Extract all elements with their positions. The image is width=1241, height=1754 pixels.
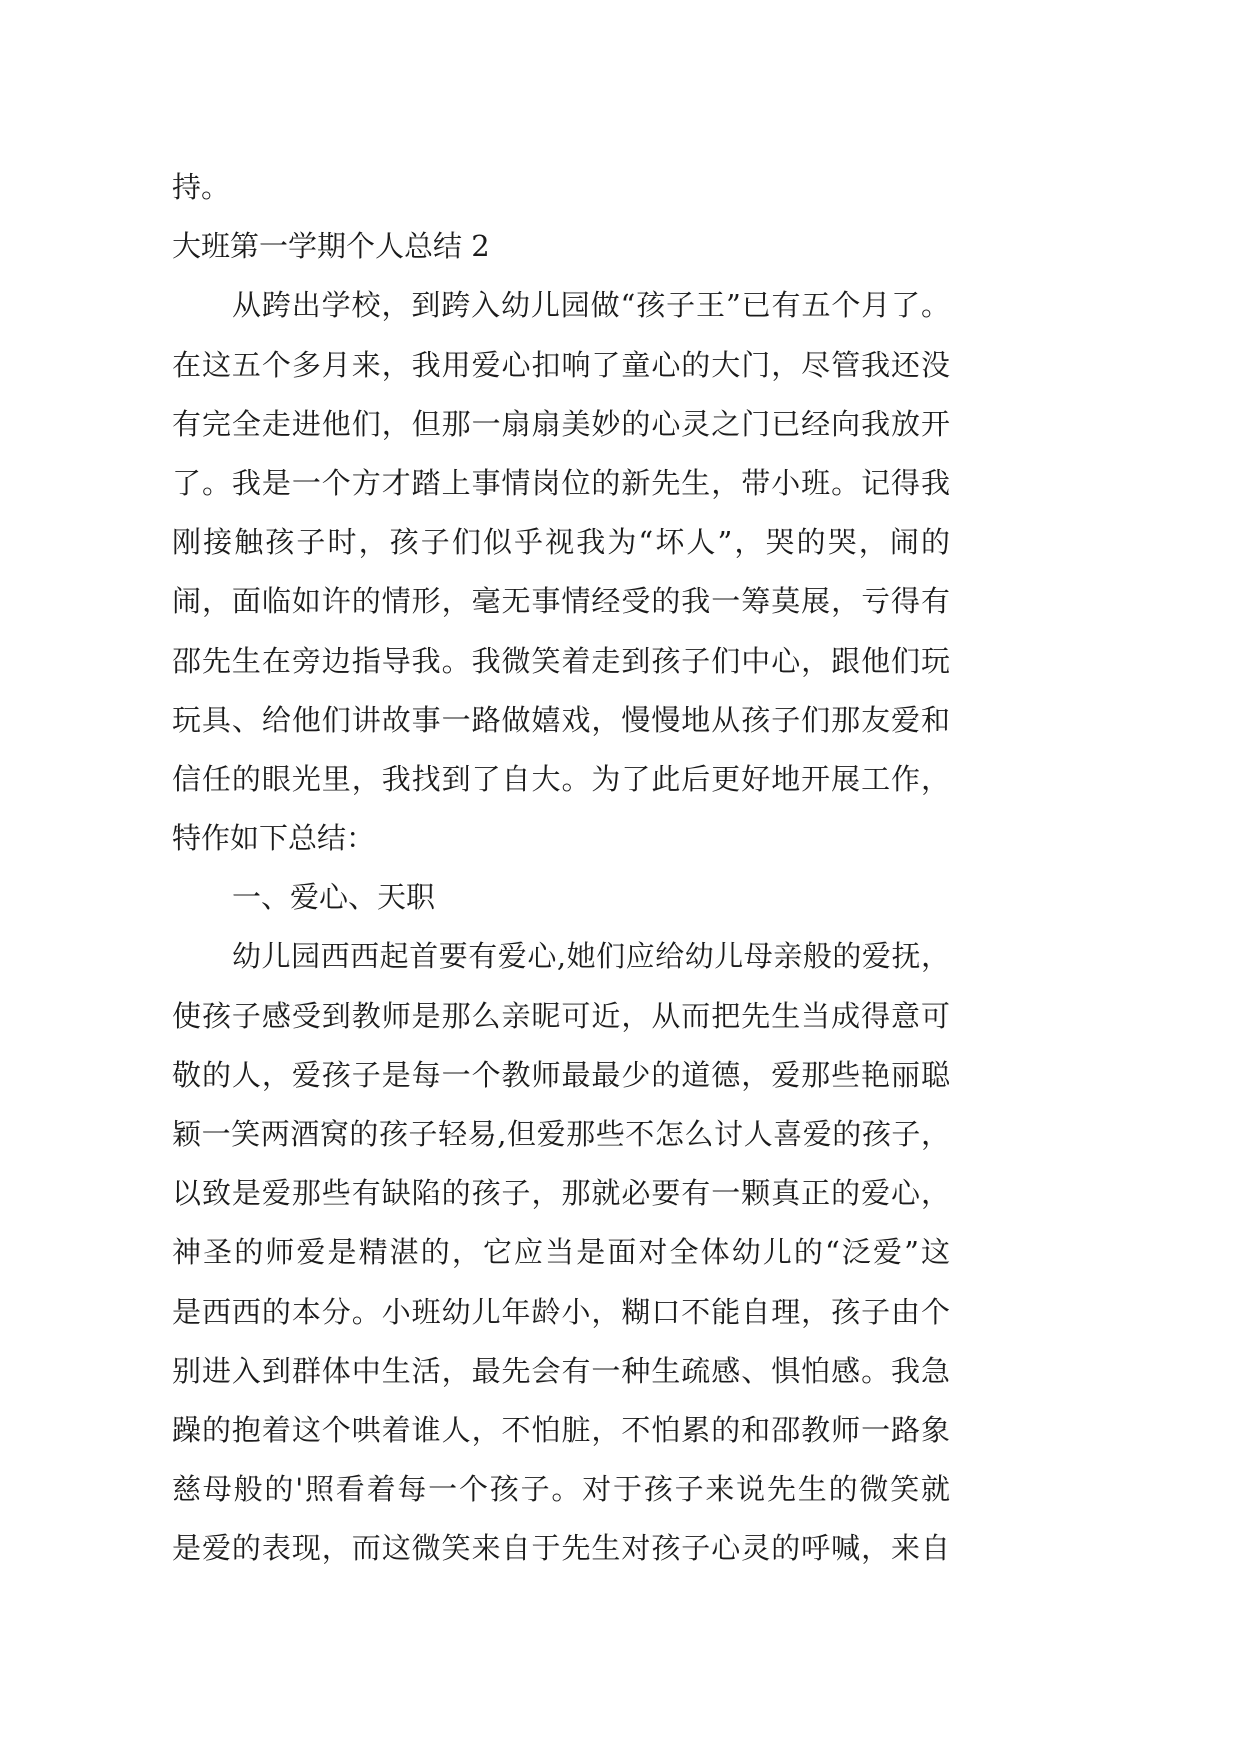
paragraph-intro [172, 276, 950, 868]
paragraph-line: 信任的眼光里，我找到了自大。为了此后更好地开展工作， [172, 761, 950, 796]
paragraph-line: 神圣的师爱是精湛的，它应当是面对全体幼儿的“泛爱”这 [172, 1235, 950, 1270]
document-title: 大班第一学期个人总结 2 [172, 229, 490, 264]
paragraph-line: 幼儿园西西起首要有爱心,她们应给幼儿母亲般的爱抚， [232, 939, 950, 974]
document-body [172, 158, 950, 1579]
paragraph-line: 邵先生在旁边指导我。我微笑着走到孩子们中心，跟他们玩 [172, 643, 950, 678]
paragraph-line: 刚接触孩子时，孩子们似乎视我为“坏人”，哭的哭，闹的 [172, 525, 950, 560]
paragraph-line: 慈母般的'照看着每一个孩子。对于孩子来说先生的微笑就 [172, 1472, 950, 1507]
paragraph-line: 有完全走进他们，但那一扇扇美妙的心灵之门已经向我放开 [172, 406, 950, 441]
paragraph-line: 在这五个多月来，我用爱心扣响了童心的大门，尽管我还没 [172, 347, 950, 382]
paragraph-line: 了。我是一个方才踏上事情岗位的新先生，带小班。记得我 [172, 465, 950, 500]
paragraph-line: 是西西的本分。小班幼儿年龄小，糊口不能自理，孩子由个 [172, 1294, 950, 1329]
continuation-line: 持。 [172, 170, 231, 204]
paragraph-line: 特作如下总结： [172, 821, 376, 856]
paragraph-line: 躁的抱着这个哄着谁人，不怕脏，不怕累的和邵教师一路象 [172, 1412, 950, 1447]
paragraph-line: 是爱的表现，而这微笑来自于先生对孩子心灵的呼喊，来自 [172, 1531, 950, 1566]
paragraph-line: 使孩子感受到教师是那么亲昵可近，从而把先生当成得意可 [172, 998, 950, 1033]
paragraph-line: 别进入到群体中生活，最先会有一种生疏感、惧怕感。我急 [172, 1353, 950, 1388]
paragraph-line: 闹，面临如许的情形，毫无事情经受的我一筹莫展，亏得有 [172, 584, 950, 619]
paragraph-line: 敬的人，爱孩子是每一个教师最最少的道德，爱那些艳丽聪 [172, 1057, 950, 1092]
paragraph-line: 颖一笑两酒窝的孩子轻易,但爱那些不怎么讨人喜爱的孩子， [172, 1117, 950, 1151]
paragraph-love [172, 927, 950, 1578]
section-heading: 一、爱心、天职 [232, 880, 436, 915]
paragraph-line: 从跨出学校，到跨入幼儿园做“孩子王”已有五个月了。 [232, 288, 950, 323]
paragraph-line: 以致是爱那些有缺陷的孩子，那就必要有一颗真正的爱心， [172, 1176, 950, 1211]
paragraph-line: 玩具、给他们讲故事一路做嬉戏，慢慢地从孩子们那友爱和 [172, 702, 950, 737]
